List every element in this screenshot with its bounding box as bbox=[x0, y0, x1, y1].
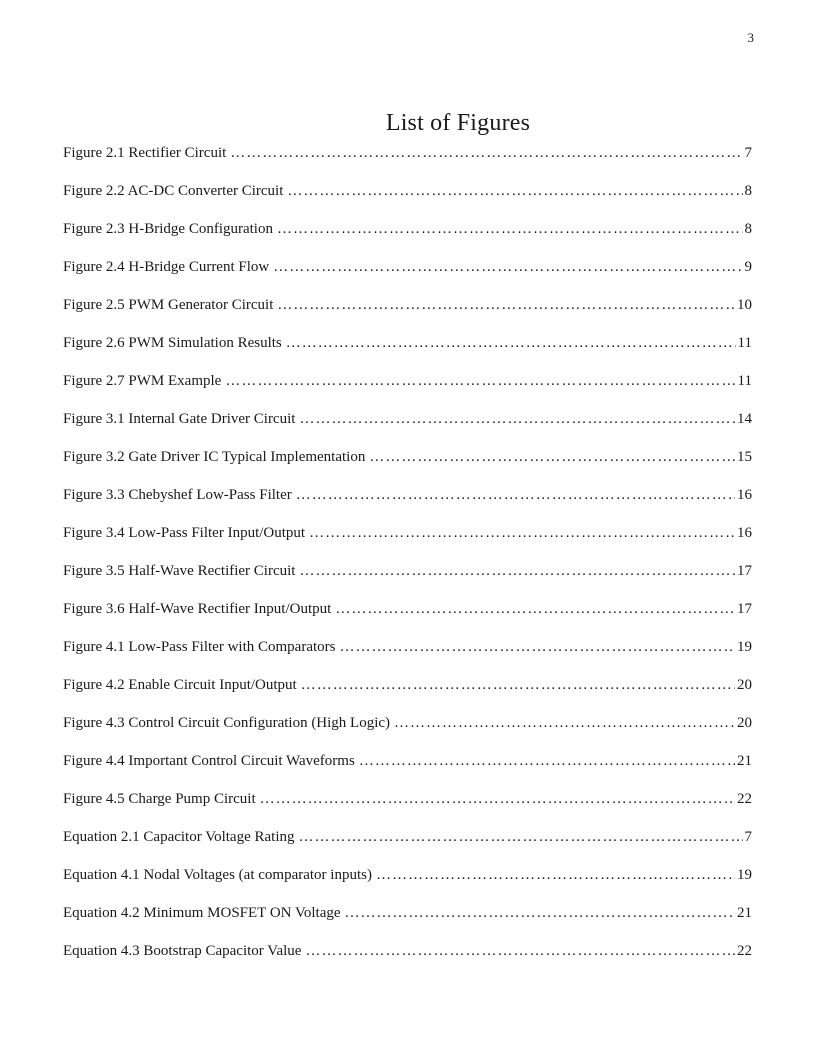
dot-leader bbox=[277, 219, 743, 239]
page-number: 3 bbox=[747, 30, 754, 45]
entry-label: Equation 4.3 Bootstrap Capacitor Value bbox=[63, 943, 302, 959]
entry-page: 8 bbox=[744, 221, 752, 237]
list-item[interactable] bbox=[63, 751, 752, 789]
entry-page: 20 bbox=[737, 715, 752, 731]
entry-page: 7 bbox=[744, 829, 752, 845]
entry-page: 16 bbox=[737, 487, 752, 503]
entry-label: Figure 3.1 Internal Gate Driver Circuit bbox=[63, 411, 296, 427]
dot-leader bbox=[376, 865, 735, 885]
list-item[interactable] bbox=[63, 827, 752, 865]
entry-page: 17 bbox=[737, 601, 752, 617]
dot-leader bbox=[299, 409, 735, 429]
list-item[interactable] bbox=[63, 219, 752, 257]
entry-page: 11 bbox=[737, 373, 752, 389]
dot-leader bbox=[339, 637, 735, 657]
entry-page: 10 bbox=[737, 297, 752, 313]
entry-page: 14 bbox=[737, 411, 752, 427]
entry-label: Figure 2.6 PWM Simulation Results bbox=[63, 335, 282, 351]
entry-label: Figure 3.2 Gate Driver IC Typical Implementation bbox=[63, 449, 366, 465]
list-item[interactable] bbox=[63, 599, 752, 637]
dot-leader bbox=[277, 295, 735, 315]
entry-label: Figure 4.3 Control Circuit Configuration (High Logic) bbox=[63, 715, 391, 731]
dot-leader bbox=[369, 447, 735, 467]
list-item[interactable] bbox=[63, 903, 752, 941]
entry-label: Figure 4.4 Important Control Circuit Waveforms bbox=[63, 753, 355, 769]
entry-label: Figure 2.7 PWM Example bbox=[63, 373, 222, 389]
list-item[interactable] bbox=[63, 333, 752, 371]
page-title: List of Figures bbox=[385, 110, 531, 136]
entry-page: 20 bbox=[737, 677, 752, 693]
list-item[interactable] bbox=[63, 941, 752, 979]
entry-label: Figure 2.4 H-Bridge Current Flow bbox=[63, 259, 270, 275]
list-item[interactable] bbox=[63, 143, 752, 181]
figure-list bbox=[63, 143, 752, 979]
list-item[interactable] bbox=[63, 409, 752, 447]
dot-leader bbox=[335, 599, 735, 619]
entry-label: Figure 3.3 Chebyshef Low-Pass Filter bbox=[63, 487, 292, 503]
dot-leader bbox=[309, 523, 735, 543]
entry-page: 22 bbox=[737, 791, 752, 807]
list-item[interactable] bbox=[63, 257, 752, 295]
entry-page: 21 bbox=[737, 905, 752, 921]
entry-page: 15 bbox=[737, 449, 752, 465]
entry-page: 11 bbox=[737, 335, 752, 351]
entry-page: 19 bbox=[737, 867, 752, 883]
list-item[interactable] bbox=[63, 485, 752, 523]
list-item[interactable] bbox=[63, 713, 752, 751]
list-item[interactable] bbox=[63, 675, 752, 713]
entry-label: Equation 4.2 Minimum MOSFET ON Voltage bbox=[63, 905, 341, 921]
list-item[interactable] bbox=[63, 181, 752, 219]
entry-label: Equation 2.1 Capacitor Voltage Rating bbox=[63, 829, 295, 845]
entry-label: Figure 3.5 Half-Wave Rectifier Circuit bbox=[63, 563, 296, 579]
entry-page: 16 bbox=[737, 525, 752, 541]
dot-leader bbox=[296, 485, 735, 505]
list-item[interactable] bbox=[63, 789, 752, 827]
list-item[interactable] bbox=[63, 295, 752, 333]
dot-leader bbox=[230, 143, 742, 163]
entry-label: Figure 2.1 Rectifier Circuit bbox=[63, 145, 227, 161]
entry-label: Figure 4.2 Enable Circuit Input/Output bbox=[63, 677, 297, 693]
dot-leader bbox=[299, 561, 735, 581]
entry-label: Figure 3.6 Half-Wave Rectifier Input/Output bbox=[63, 601, 332, 617]
dot-leader bbox=[301, 675, 735, 695]
entry-label: Figure 4.1 Low-Pass Filter with Comparators bbox=[63, 639, 336, 655]
list-item[interactable] bbox=[63, 561, 752, 599]
entry-label: Figure 2.5 PWM Generator Circuit bbox=[63, 297, 274, 313]
dot-leader bbox=[305, 941, 735, 961]
entry-label: Figure 2.3 H-Bridge Configuration bbox=[63, 221, 273, 237]
dot-leader bbox=[260, 789, 735, 809]
entry-label: Figure 4.5 Charge Pump Circuit bbox=[63, 791, 256, 807]
list-item[interactable] bbox=[63, 865, 752, 903]
entry-label: Figure 3.4 Low-Pass Filter Input/Output bbox=[63, 525, 306, 541]
entry-page: 7 bbox=[744, 145, 752, 161]
list-item[interactable] bbox=[63, 371, 752, 409]
entry-page: 8 bbox=[744, 183, 752, 199]
list-item[interactable] bbox=[63, 637, 752, 675]
list-item[interactable] bbox=[63, 447, 752, 485]
entry-page: 9 bbox=[744, 259, 752, 275]
entry-label: Equation 4.1 Nodal Voltages (at comparator inputs) bbox=[63, 867, 372, 883]
dot-leader bbox=[286, 333, 736, 353]
dot-leader bbox=[287, 181, 742, 201]
dot-leader bbox=[273, 257, 742, 277]
entry-page: 22 bbox=[737, 943, 752, 959]
dot-leader bbox=[299, 827, 743, 847]
dot-leader bbox=[345, 903, 735, 923]
dot-leader bbox=[394, 713, 735, 733]
list-item[interactable] bbox=[63, 523, 752, 561]
dot-leader bbox=[225, 371, 735, 391]
entry-page: 21 bbox=[737, 753, 752, 769]
entry-page: 17 bbox=[737, 563, 752, 579]
entry-label: Figure 2.2 AC-DC Converter Circuit bbox=[63, 183, 284, 199]
entry-page: 19 bbox=[737, 639, 752, 655]
dot-leader bbox=[359, 751, 735, 771]
